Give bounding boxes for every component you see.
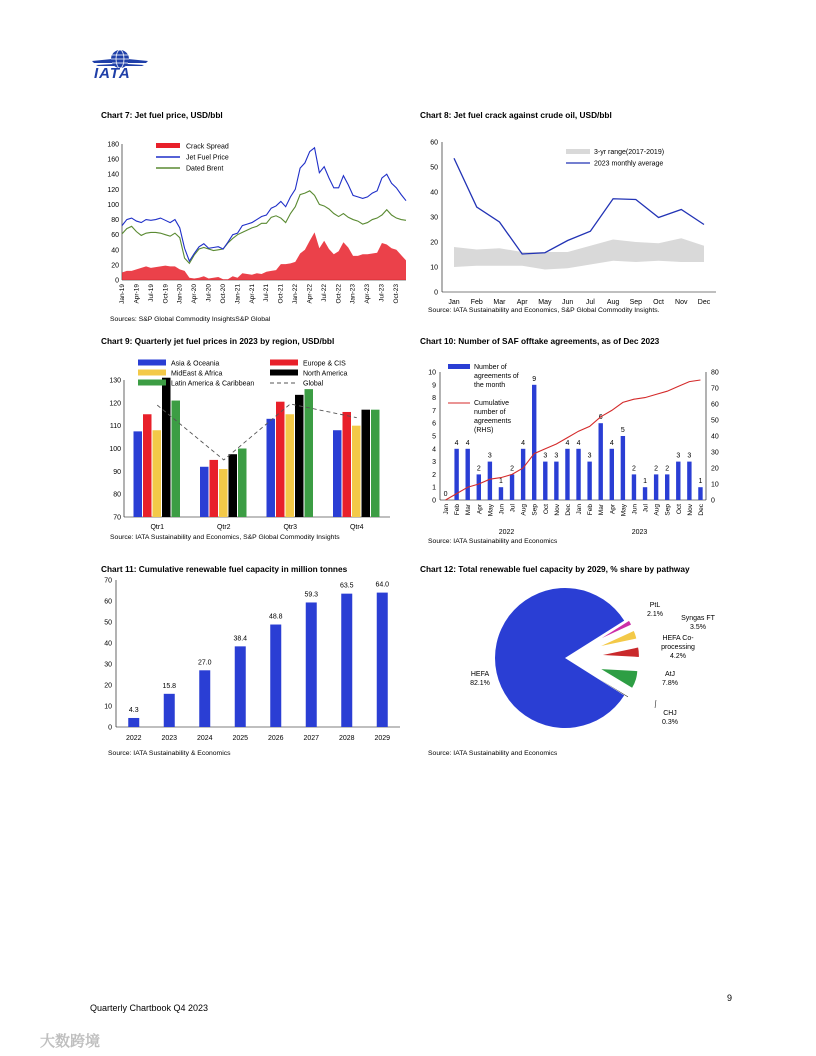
x-tick-label: Feb	[587, 504, 595, 516]
dated-brent-line	[122, 191, 406, 264]
legend-swatch	[270, 370, 298, 376]
x-tick-label: Jul-23	[378, 284, 386, 302]
x-tick-label: Aug	[520, 504, 528, 516]
x-tick-label: Jan-19	[119, 284, 126, 304]
data-label: 3	[487, 452, 492, 460]
y-tick-label: 90	[113, 468, 121, 476]
slice-label-syngas: Syngas FT	[681, 615, 715, 622]
bar	[587, 462, 591, 500]
slice-label-co-processing: HEFA Co-	[662, 635, 694, 642]
y-tick-label: 120	[107, 186, 119, 194]
footer-title: Quarterly Chartbook Q4 2023	[90, 1003, 209, 1013]
y-tick-label: 7	[432, 407, 436, 415]
slice-label-hefa: 82.1%	[470, 680, 490, 687]
legend-swatch	[156, 143, 180, 148]
bar	[676, 462, 680, 500]
x-tick-label: Qtr3	[283, 524, 298, 531]
x-tick-label: Sep	[664, 504, 672, 516]
chart11-plot	[100, 574, 412, 748]
chart11-source: Source: IATA Sustainability & Economics	[108, 750, 231, 757]
bar	[521, 449, 525, 500]
y-tick-label: 160	[107, 156, 119, 164]
slice-label-chj: CHJ	[663, 710, 677, 717]
bar	[543, 462, 547, 500]
bar	[219, 469, 228, 517]
chart11-title: Chart 11: Cumulative renewable fuel capacity in million tonnes	[101, 564, 348, 574]
data-label: 15.8	[162, 682, 177, 690]
legend-label: Europe & CIS	[303, 360, 346, 368]
legend-swatch	[448, 364, 470, 369]
leader-line	[655, 700, 656, 708]
chart9-plot	[100, 354, 412, 534]
x-tick-label: 2027	[303, 735, 320, 742]
x-tick-label: Jun	[498, 504, 506, 515]
iata-logo-text: IATA	[94, 65, 131, 82]
x-tick-label: Apr-23	[364, 284, 372, 304]
data-label: 4	[565, 439, 570, 447]
watermark: 大数跨境	[40, 1033, 101, 1050]
y-tick-label: 2	[432, 471, 436, 479]
x-tick-label: Dec	[697, 504, 705, 516]
x-tick-label: Oct-19	[162, 284, 170, 304]
bar	[153, 430, 162, 517]
chart8-plot	[420, 132, 720, 308]
y-tick-label: 140	[107, 171, 119, 179]
y-tick-label: 3	[432, 459, 436, 467]
chart12-plot	[420, 578, 730, 748]
bar	[200, 467, 209, 517]
bar	[164, 694, 175, 727]
y-tick-label: 0	[115, 277, 119, 285]
y-tick-label: 9	[432, 382, 436, 390]
x-tick-label: 2022	[125, 735, 142, 742]
y-tick-label: 10	[104, 703, 112, 711]
legend-swatch	[138, 380, 166, 386]
x-tick-label: Feb	[454, 504, 462, 516]
bar	[267, 419, 276, 517]
bar	[134, 431, 143, 517]
legend-label: MidEast & Africa	[171, 370, 223, 378]
data-label: 0	[443, 491, 448, 498]
y2-tick-label: 70	[711, 385, 719, 393]
bar	[532, 385, 536, 500]
chart9-title: Chart 9: Quarterly jet fuel prices in 2023 by region, USD/bbl	[101, 336, 335, 346]
x-tick-label: 2029	[374, 735, 391, 742]
x-tick-label: Jan-22	[292, 284, 300, 304]
slice-label-hefa: HEFA	[470, 671, 490, 678]
y2-tick-label: 10	[711, 481, 719, 489]
x-tick-label: Apr-22	[306, 284, 314, 304]
bar	[238, 449, 247, 518]
bar	[377, 593, 388, 727]
x-tick-label: Feb	[470, 299, 483, 306]
legend-swatch	[270, 360, 298, 366]
data-label: 4.3	[128, 706, 139, 714]
x-tick-label: Nov	[686, 504, 694, 516]
x-tick-label: May	[620, 504, 628, 517]
legend-label: (RHS)	[474, 427, 494, 434]
monthly-average-line	[454, 158, 704, 254]
legend-label: agreements of	[474, 373, 519, 380]
x-tick-label: Oct	[542, 504, 550, 515]
x-tick-label: Sep	[531, 504, 539, 516]
y2-tick-label: 80	[711, 369, 719, 377]
chart10-source: Source: IATA Sustainability and Economics	[428, 538, 558, 545]
x-tick-label: Jul-19	[147, 284, 155, 302]
x-tick-label: 2028	[338, 735, 355, 742]
legend-label: number of	[474, 409, 506, 416]
x-tick-label: Jan	[443, 504, 451, 515]
x-tick-label: Oct-20	[219, 284, 227, 304]
x-tick-label: Apr-19	[133, 284, 141, 304]
slice-label-atj: AtJ	[664, 671, 676, 678]
y-tick-label: 60	[430, 139, 438, 147]
y-tick-label: 100	[109, 446, 121, 453]
x-tick-label: Jan-23	[349, 284, 357, 304]
bar	[665, 474, 669, 500]
x-tick-label: Jan	[576, 504, 584, 515]
x-tick-label: Sep	[629, 299, 643, 306]
y-tick-label: 40	[104, 640, 112, 648]
y-tick-label: 30	[104, 661, 112, 669]
x-tick-label: Jan-21	[234, 284, 242, 304]
bar	[210, 460, 219, 517]
y-tick-label: 0	[108, 724, 112, 732]
chart7-source: Sources: S&P Global Commodity InsightsS&P Global	[110, 316, 271, 323]
bar	[162, 378, 171, 517]
x-tick-label: Aug	[653, 504, 661, 516]
x-tick-label: Oct-22	[335, 284, 343, 304]
legend-swatch	[138, 370, 166, 376]
legend-label: agreements	[474, 418, 511, 425]
y2-tick-label: 20	[711, 465, 719, 473]
data-label: 48.8	[268, 613, 283, 621]
data-label: 59.3	[304, 591, 319, 599]
data-label: 3	[587, 452, 592, 460]
y-tick-label: 50	[430, 164, 438, 172]
page-number: 9	[727, 993, 733, 1003]
data-label: 2	[654, 465, 659, 473]
x-tick-label: Oct-23	[393, 284, 400, 304]
y2-tick-label: 30	[711, 449, 719, 457]
bar	[143, 414, 152, 517]
data-label: 1	[499, 478, 503, 486]
y2-tick-label: 40	[711, 433, 719, 441]
bar	[632, 474, 636, 500]
y-tick-label: 1	[432, 484, 436, 492]
legend-label: Crack Spread	[186, 143, 229, 151]
x-tick-label: Mar	[493, 299, 506, 306]
legend-swatch	[138, 360, 166, 366]
y-tick-label: 0	[432, 497, 436, 505]
bar	[343, 412, 352, 517]
x-tick-label: May	[487, 504, 495, 517]
slice-label-ptl: PtL	[649, 602, 661, 609]
data-label: 9	[532, 375, 537, 383]
x-tick-label: Jul-22	[320, 284, 328, 302]
data-label: 1	[643, 478, 647, 486]
y2-tick-label: 0	[711, 497, 715, 505]
bar	[488, 462, 492, 500]
bar	[172, 401, 181, 517]
data-label: 3	[676, 452, 681, 460]
y-tick-label: 50	[104, 619, 112, 627]
y-tick-label: 110	[109, 423, 121, 431]
global-line	[157, 404, 357, 460]
x-tick-label: Apr-21	[248, 284, 256, 304]
y-tick-label: 70	[113, 514, 121, 522]
bar	[199, 670, 210, 727]
legend-label: Jet Fuel Price	[186, 154, 229, 162]
x-tick-label: Qtr4	[349, 524, 364, 531]
slice-label-chj: 0.3%	[662, 719, 678, 726]
slice-label-syngas: 3.5%	[690, 624, 706, 631]
bar	[466, 449, 470, 500]
pie-slice	[603, 647, 639, 656]
bar	[352, 426, 361, 517]
data-label: 5	[620, 427, 625, 434]
x-tick-label: Jan-20	[176, 284, 184, 304]
data-label: 4	[465, 439, 470, 447]
bar	[687, 462, 691, 500]
x-tick-label: Jan	[448, 299, 460, 306]
bar	[477, 474, 481, 500]
bar	[510, 474, 514, 500]
data-label: 38.4	[233, 635, 248, 643]
jet-fuel-price-line	[122, 148, 406, 261]
data-label: 2	[510, 465, 514, 473]
slice-label-atj: 7.8%	[662, 680, 678, 687]
y-tick-label: 70	[104, 577, 112, 585]
x-tick-label: Jul-20	[205, 284, 213, 302]
slice-label-co-processing: 4.2%	[670, 653, 686, 660]
bar	[698, 487, 702, 500]
slice-label-co-processing: processing	[661, 644, 695, 651]
x-tick-label: 2023	[161, 735, 178, 742]
data-label: 3	[543, 452, 548, 460]
y-tick-label: 10	[430, 264, 438, 272]
y-tick-label: 60	[111, 232, 119, 240]
cumulative-line	[443, 380, 701, 500]
y-tick-label: 20	[430, 239, 438, 247]
data-label: 4	[454, 439, 459, 447]
chart10-title: Chart 10: Number of SAF offtake agreements, as of Dec 2023	[420, 336, 660, 346]
bar	[276, 402, 285, 517]
bar	[333, 430, 342, 517]
x-tick-label: Oct-21	[277, 284, 285, 304]
bar	[610, 449, 614, 500]
y-tick-label: 100	[107, 201, 119, 209]
chart9-source: Source: IATA Sustainability and Economics, S&P Global Commodity Insights	[110, 534, 340, 541]
chart8-title: Chart 8: Jet fuel crack against crude oil, USD/bbl	[420, 110, 612, 120]
data-label: 4	[521, 439, 526, 447]
y-tick-label: 40	[111, 247, 119, 255]
bar	[565, 449, 569, 500]
x-tick-label: Jul	[509, 504, 517, 513]
x-tick-label: Oct	[653, 299, 664, 306]
x-tick-label: Jun	[561, 299, 574, 306]
y-tick-label: 10	[428, 369, 436, 377]
bar	[305, 389, 314, 517]
range-band	[454, 238, 704, 269]
x-tick-label: Apr	[516, 299, 528, 306]
x-tick-label: May	[538, 299, 552, 306]
chart7-plot	[100, 132, 412, 316]
x-tick-label: Dec	[697, 299, 711, 306]
x-tick-label: Jul-21	[263, 284, 271, 302]
legend-label: the month	[474, 382, 506, 389]
chart7-title: Chart 7: Jet fuel price, USD/bbl	[101, 110, 223, 120]
bar	[643, 487, 647, 500]
y-tick-label: 0	[434, 289, 438, 297]
legend-label: Number of	[474, 364, 507, 371]
legend-swatch	[566, 149, 590, 154]
chart8-source: Source: IATA Sustainability and Economics, S&P Global Commodity Insights.	[428, 307, 660, 314]
y-tick-label: 4	[432, 446, 436, 454]
bar	[295, 395, 304, 517]
chart12-source: Source: IATA Sustainability and Economics	[428, 750, 558, 757]
data-label: 3	[554, 452, 559, 460]
y-tick-label: 40	[430, 189, 438, 197]
bar	[499, 487, 503, 500]
y-tick-label: 130	[109, 377, 121, 385]
bar	[362, 410, 371, 517]
y-tick-label: 20	[111, 262, 119, 270]
y2-tick-label: 60	[711, 401, 719, 409]
data-label: 64.0	[375, 581, 390, 589]
legend-label: Global	[303, 380, 324, 388]
x-tick-label: Oct	[675, 504, 683, 515]
y-tick-label: 180	[107, 141, 119, 149]
year-label: 2023	[631, 529, 648, 536]
pie-slice	[495, 588, 624, 728]
y-tick-label: 5	[432, 433, 436, 441]
x-tick-label: 2026	[267, 735, 284, 742]
data-label: 6	[598, 414, 603, 422]
bar	[576, 449, 580, 500]
year-label: 2022	[498, 529, 515, 536]
bar	[306, 602, 317, 727]
bar	[554, 462, 558, 500]
x-tick-label: Aug	[606, 299, 620, 306]
bar	[341, 594, 352, 727]
y-tick-label: 20	[104, 682, 112, 690]
x-tick-label: Apr-20	[191, 284, 199, 304]
x-tick-label: Qtr1	[150, 524, 165, 531]
x-tick-label: Apr	[476, 504, 484, 515]
bar	[128, 718, 139, 727]
bar	[599, 423, 603, 500]
bar	[229, 454, 238, 517]
y-tick-label: 30	[430, 214, 438, 222]
x-tick-label: Mar	[465, 504, 473, 516]
x-tick-label: 2025	[232, 735, 249, 742]
x-tick-label: Jul	[642, 504, 650, 513]
data-label: 4	[609, 439, 614, 447]
x-tick-label: Dec	[564, 504, 572, 516]
bar	[371, 410, 380, 517]
x-tick-label: Nov	[675, 299, 688, 306]
chart12-title: Chart 12: Total renewable fuel capacity by 2029, % share by pathway	[420, 564, 690, 574]
bar	[654, 474, 658, 500]
x-tick-label: Jul	[585, 299, 595, 306]
y-tick-label: 8	[432, 395, 436, 403]
y-tick-label: 80	[111, 217, 119, 225]
y-tick-label: 80	[113, 491, 121, 499]
bar	[270, 625, 281, 727]
data-label: 3	[687, 452, 692, 460]
x-tick-label: 2024	[196, 735, 213, 742]
legend-label: North America	[303, 370, 348, 378]
legend-label: Latin America & Caribbean	[171, 380, 255, 388]
data-label: 2	[476, 465, 481, 473]
data-label: 27.0	[197, 659, 212, 667]
y-tick-label: 60	[104, 598, 112, 606]
iata-logo	[90, 45, 150, 85]
data-label: 63.5	[339, 582, 354, 590]
x-tick-label: Mar	[598, 504, 606, 516]
crack-spread-area	[122, 232, 406, 280]
bar	[235, 646, 246, 727]
x-tick-label: Apr	[609, 504, 617, 515]
y-tick-label: 6	[432, 420, 436, 428]
data-label: 2	[665, 465, 670, 473]
legend-label: 3-yr range(2017-2019)	[594, 149, 665, 156]
legend-label: Cumulative	[474, 400, 510, 407]
data-label: 2	[632, 465, 636, 473]
slice-label-ptl: 2.1%	[647, 611, 663, 618]
x-tick-label: Nov	[553, 504, 561, 516]
x-tick-label: Qtr2	[216, 524, 231, 531]
legend-label: Dated Brent	[186, 165, 224, 173]
data-label: 4	[576, 439, 581, 447]
legend-label: Asia & Oceania	[171, 360, 220, 368]
chart10-plot	[420, 362, 730, 538]
y2-tick-label: 50	[711, 417, 719, 425]
y-tick-label: 120	[109, 400, 121, 408]
x-tick-label: Jun	[631, 504, 639, 515]
legend-label: 2023 monthly average	[594, 160, 664, 168]
pie-slice	[601, 631, 636, 646]
bar	[621, 436, 625, 500]
bar	[286, 414, 295, 517]
data-label: 1	[698, 478, 703, 486]
